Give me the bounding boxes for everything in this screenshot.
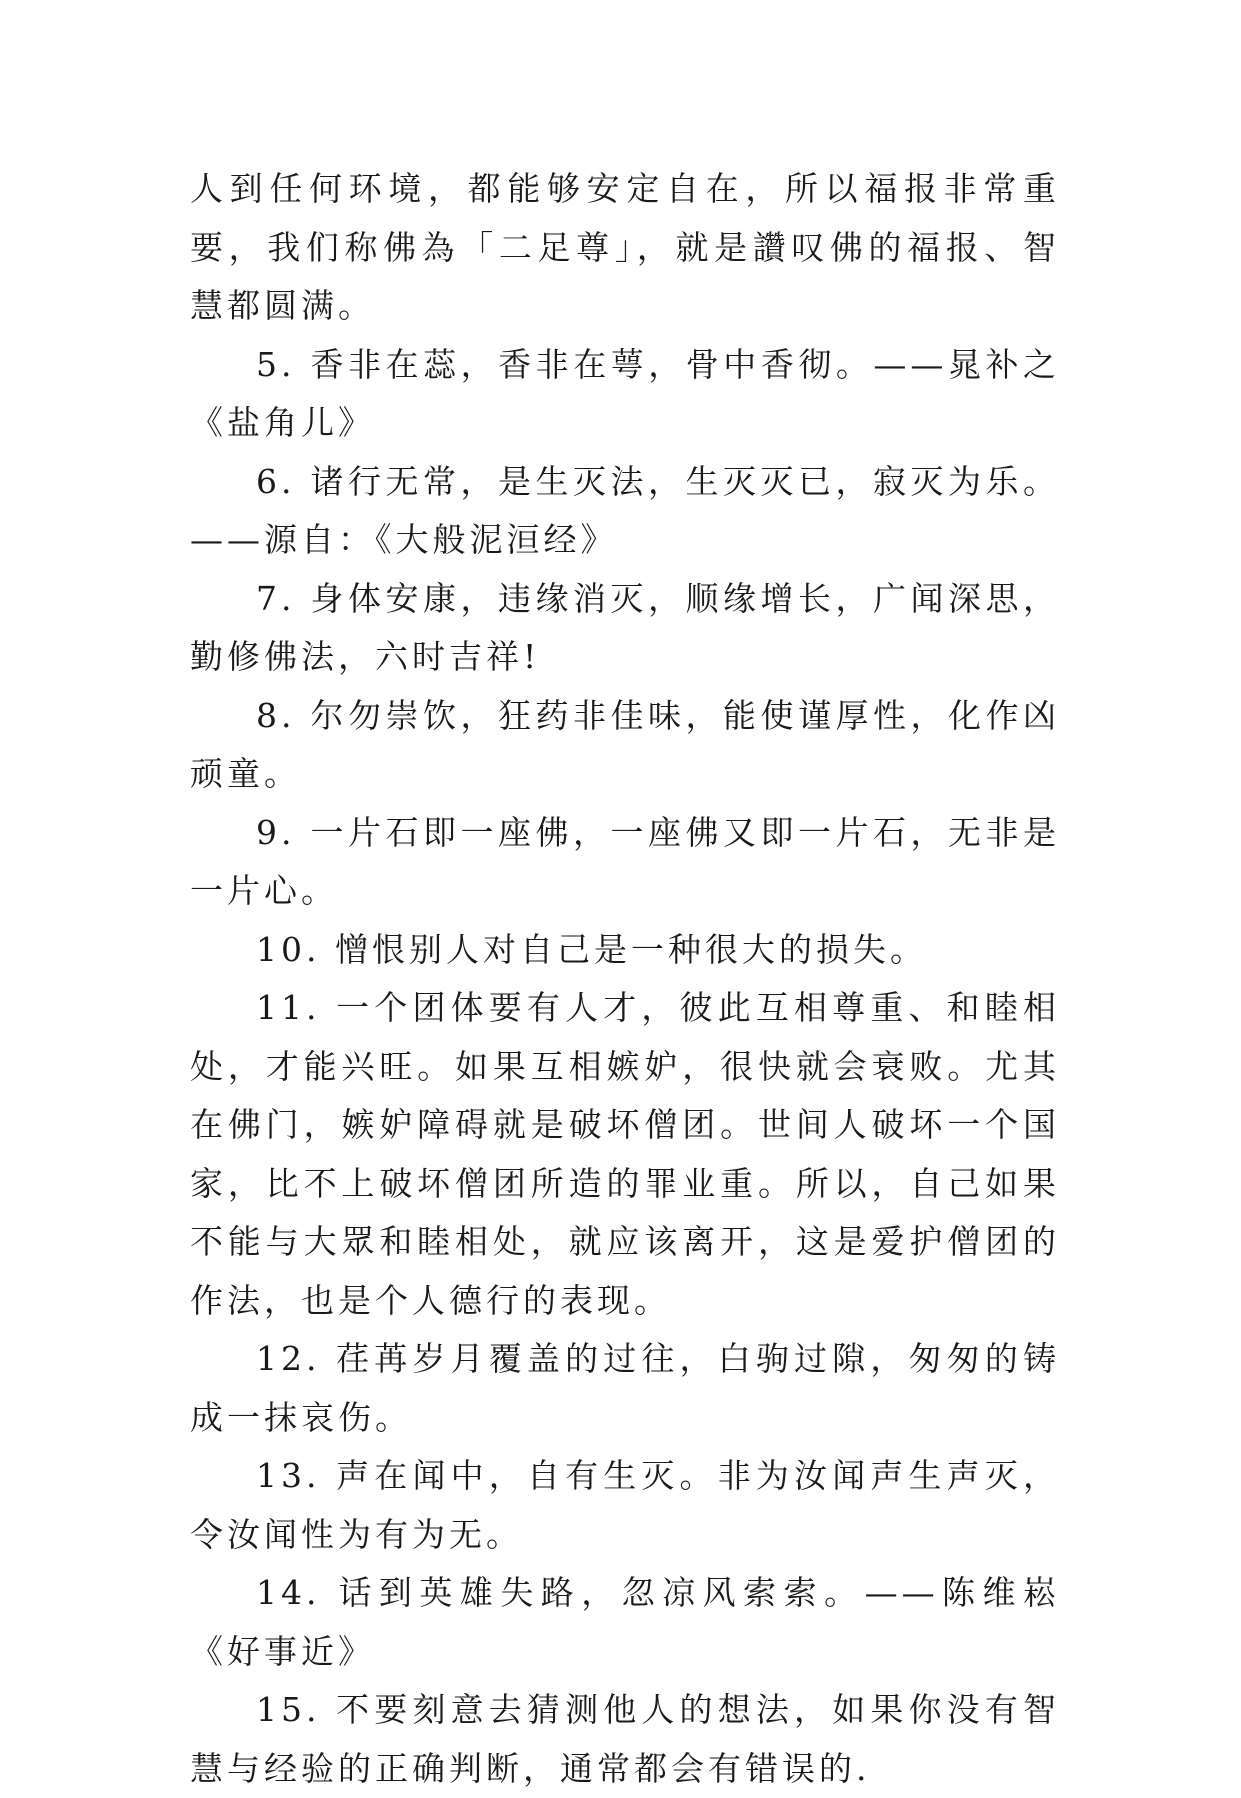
quote-item-7: 7. 身体安康，违缘消灭，顺缘增长，广闻深思，勤修佛法，六时吉祥! (190, 578, 1060, 676)
quote-item-5: 5. 香非在蕊，香非在萼，骨中香彻。——晁补之《盐角儿》 (190, 344, 1060, 442)
quote-item-9: 9. 一片石即一座佛，一座佛又即一片石，无非是一片心。 (190, 812, 1060, 910)
paragraph-continuation: 人到任何环境，都能够安定自在，所以福报非常重要，我们称佛為「二足尊」，就是讚叹佛的福报、智慧都圆满。 (190, 169, 1060, 325)
quote-item-8: 8. 尔勿崇饮，狂药非佳味，能使谨厚性，化作凶顽童。 (190, 695, 1060, 793)
quote-item-10: 10. 憎恨别人对自己是一种很大的损失。 (256, 929, 927, 969)
quote-item-14: 14. 话到英雄失路，忽凉风索索。——陈维崧《好事近》 (190, 1573, 1060, 1671)
quote-item-13: 13. 声在闻中，自有生灭。非为汝闻声生声灭，令汝闻性为有为无。 (190, 1456, 1060, 1554)
quote-item-6: 6. 诸行无常，是生灭法，生灭灭已，寂灭为乐。——源自：《大般泥洹经》 (190, 461, 1060, 559)
document-body (190, 160, 1060, 1798)
quote-item-11: 11. 一个团体要有人才，彼此互相尊重、和睦相处，才能兴旺。如果互相嫉妒，很快就会衰败。尤其在佛门，嫉妒障碍就是破坏僧团。世间人破坏一个国家，比不上破坏僧团所造的罪业重。所以，自己如果不能与大眾和睦相处，就应该离开，这是爱护僧团的作法，也是个人德行的表现。 (190, 988, 1060, 1320)
quote-item-15: 15. 不要刻意去猜测他人的想法，如果你没有智慧与经验的正确判断，通常都会有错误的. (190, 1690, 1060, 1788)
quote-item-12: 12. 荏苒岁月覆盖的过往，白驹过隙，匆匆的铸成一抹哀伤。 (190, 1339, 1060, 1437)
